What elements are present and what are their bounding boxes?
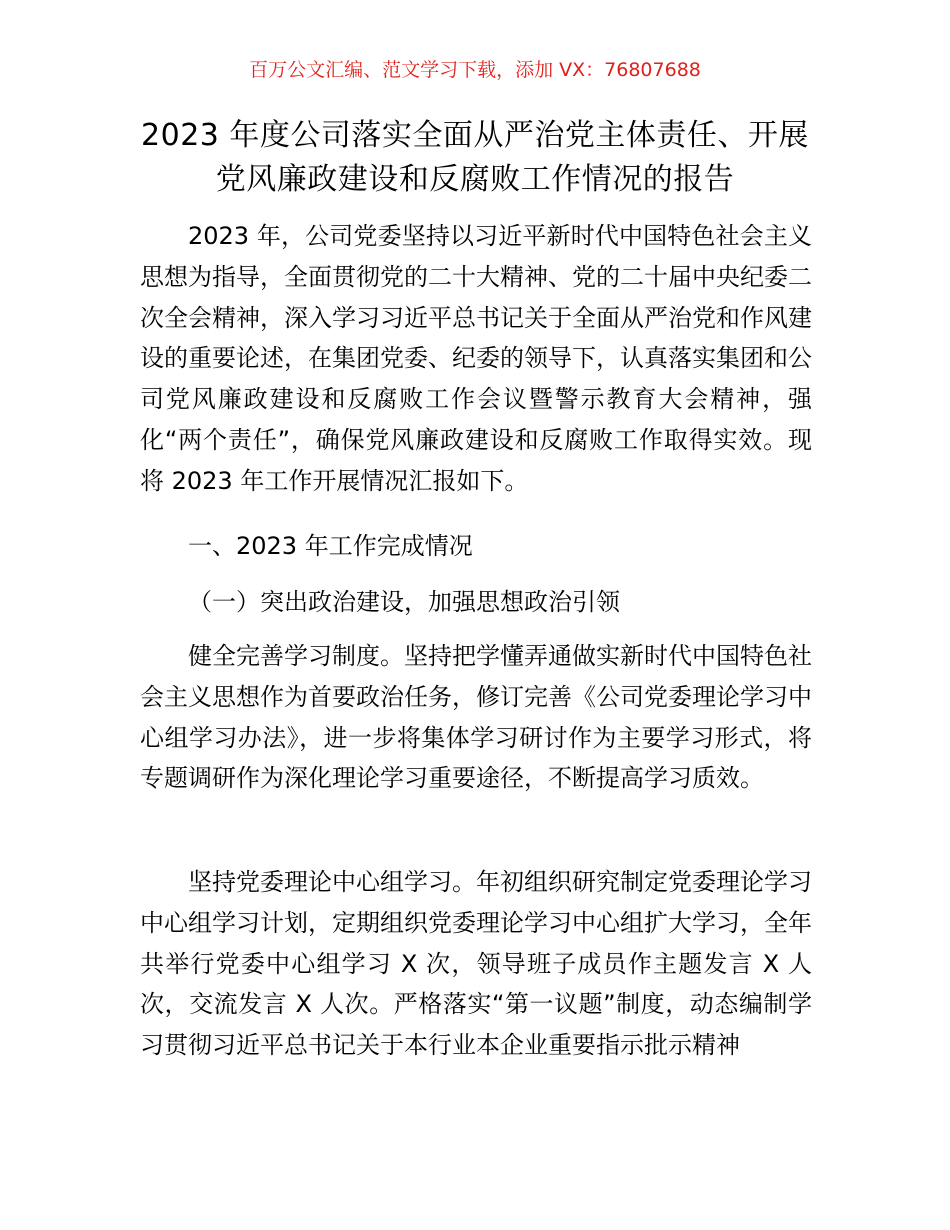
document-title: 2023 年度公司落实全面从严治党主体责任、开展党风廉政建设和反腐败工作情况的报告 bbox=[141, 118, 809, 197]
header-banner: 百万公文汇编、范文学习下载，添加 VX：76807688 bbox=[249, 59, 701, 81]
central-group-study-paragraph: 坚持党委理论中心组学习。年初组织研究制定党委理论学习中心组学习计划，定期组织党委理论学习中心组扩大学习，全年共举行党委中心组学习 X 次，领导班子成员作主题发言 X 人次，交流发言 X 人次。严格落实“第一议题”制度，动态编制学习贯彻习近平总书记关于本行业本企业重要指示批示精神 bbox=[140, 868, 812, 1060]
subsection-heading: （一）突出政治建设，加强思想政治引领 bbox=[188, 588, 620, 616]
intro-paragraph: 2023 年，公司党委坚持以习近平新时代中国特色社会主义思想为指导，全面贯彻党的二十大精神、党的二十届中央纪委二次全会精神，深入学习习近平总书记关于全面从严治党和作风建设的重要论述，在集团党委、纪委的领导下，认真落实集团和公司党风廉政建设和反腐败工作会议暨警示教育大会精神，强化“两个责任”，确保党风廉政建设和反腐败工作取得实效。现将 2023 年工作开展情况汇报如下。 bbox=[140, 222, 812, 495]
study-system-paragraph: 健全完善学习制度。坚持把学懂弄通做实新时代中国特色社会主义思想作为首要政治任务，修订完善《公司党委理论学习中心组学习办法》，进一步将集体学习研讨作为主要学习形式，将专题调研作为深化理论学习重要途径，不断提高学习质效。 bbox=[140, 642, 812, 793]
section-heading: 一、2023 年工作完成情况 bbox=[188, 532, 473, 560]
